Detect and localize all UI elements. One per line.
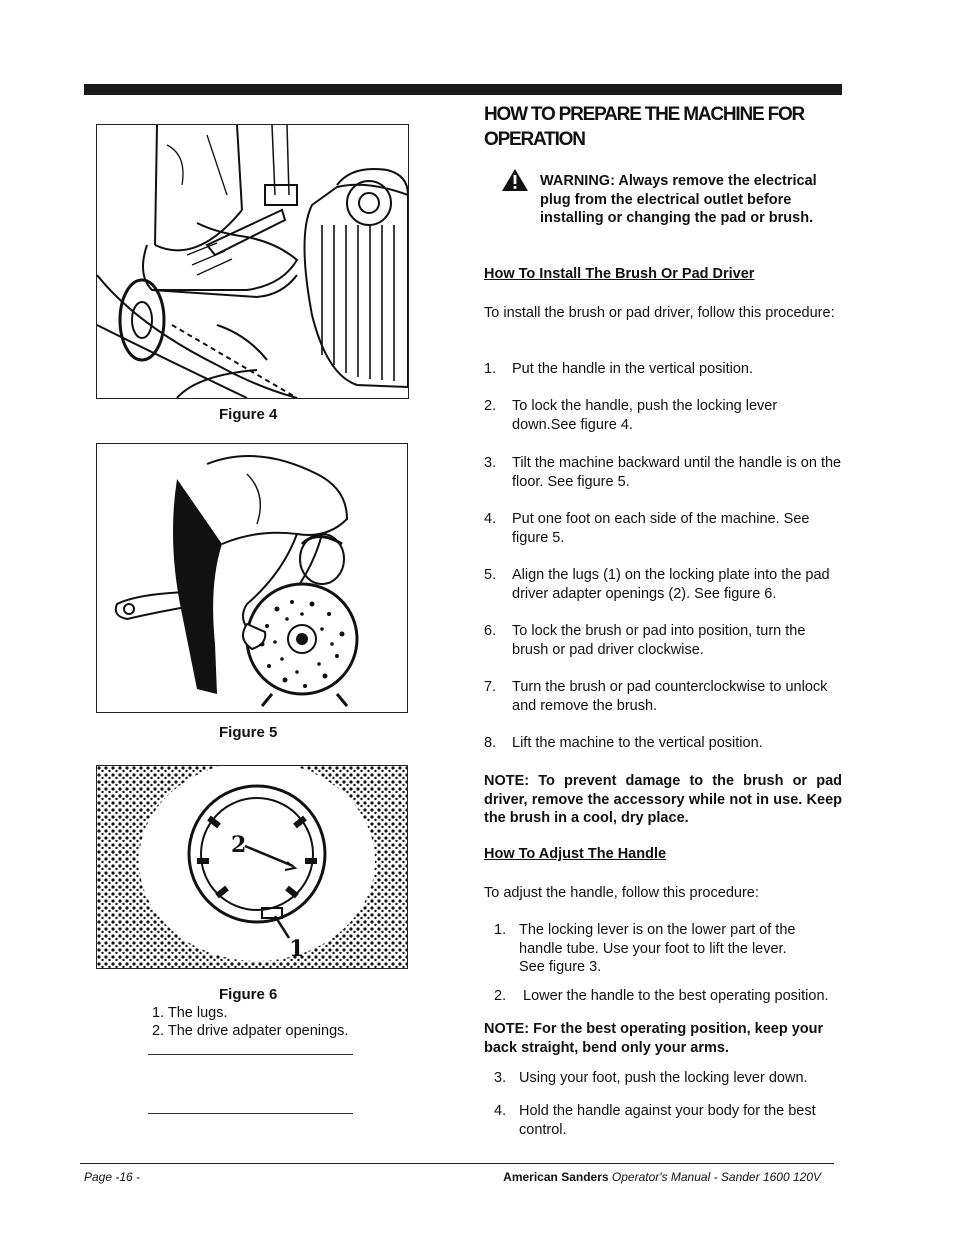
adjust-intro: To adjust the handle, follow this procedure:: [484, 885, 759, 901]
install-note: NOTE: To prevent damage to the brush or pad driver, remove the accessory while not in use. Keep the brush in a cool, dry place.: [484, 773, 842, 826]
step-number: 5.: [484, 567, 497, 583]
step-text: Align the lugs (1) on the locking plate into the pad driver adapter openings (2). See figure 6.: [512, 567, 830, 602]
operator-tilting-machine-drawing: [97, 444, 407, 712]
step-number: 1.: [494, 922, 507, 938]
step-number: 3.: [484, 455, 497, 471]
figure-6-legend-openings: 2. The drive adpater openings.: [152, 1023, 349, 1039]
figure-6-rule-2: [148, 1113, 353, 1114]
figure-6-label-two: 2: [231, 832, 247, 858]
header-rule: [84, 84, 842, 95]
install-step: [484, 566, 844, 604]
install-intro: To install the brush or pad driver, follow this procedure:: [484, 305, 835, 321]
section-title: HOW TO PREPARE THE MACHINE FOR OPERATION: [484, 104, 805, 150]
figure-4-caption: Figure 4: [219, 406, 278, 423]
footer-manual-title: [503, 1170, 821, 1184]
step-text: Lift the machine to the vertical position.: [512, 735, 763, 751]
step-text: Put the handle in the vertical position.: [512, 361, 754, 377]
figure-6-caption: Figure 6: [219, 986, 278, 1003]
step-text: To lock the handle, push the locking lever down.See figure 4.: [512, 398, 778, 433]
step-number: 8.: [484, 735, 497, 751]
step-text: Turn the brush or pad counterclockwise to unlock and remove the brush.: [512, 679, 828, 714]
step-number: 1.: [484, 361, 497, 377]
install-heading: How To Install The Brush Or Pad Driver: [484, 266, 755, 282]
install-step: [484, 678, 844, 716]
install-step: [484, 510, 844, 548]
install-step: [484, 734, 844, 753]
figure-6-label-one: 1: [289, 936, 305, 962]
step-number: 2.: [484, 398, 497, 414]
figure-6-legend-lugs: 1. The lugs.: [152, 1005, 228, 1021]
step-text: Lower the handle to the best operating position.: [519, 988, 829, 1004]
step-text: Hold the handle against your body for the best control.: [519, 1103, 816, 1138]
step-number: 4.: [494, 1103, 507, 1119]
step-number: 6.: [484, 623, 497, 639]
install-step: [484, 397, 844, 435]
step-number: 4.: [484, 511, 497, 527]
footer-rule: [80, 1163, 834, 1164]
adjust-step: [494, 987, 844, 1006]
sander-foot-lever-drawing: [97, 125, 408, 398]
locking-plate-drawing: [97, 766, 407, 968]
step-number: 7.: [484, 679, 497, 695]
step-text: Put one foot on each side of the machine. See figure 5.: [512, 511, 810, 546]
page-number: Page -16 -: [84, 1170, 141, 1184]
step-text: Using your foot, push the locking lever down.: [519, 1070, 808, 1086]
install-step: [484, 622, 844, 660]
adjust-heading: How To Adjust The Handle: [484, 846, 667, 862]
figure-6-rule-1: [148, 1054, 353, 1055]
step-number: 3.: [494, 1070, 507, 1086]
warning-text: WARNING: Always remove the electrical plug from the electrical outlet before installing or changing the pad or brush.: [540, 173, 817, 226]
step-text: To lock the brush or pad into position, turn the brush or pad driver clockwise.: [512, 623, 806, 658]
install-step: [484, 360, 844, 379]
figure-5-image: [96, 443, 408, 713]
figure-6-image: [96, 765, 408, 969]
warning-triangle-icon: [501, 168, 529, 192]
adjust-step: [494, 1069, 844, 1088]
figure-4-image: [96, 124, 409, 399]
footer-brand: American Sanders: [503, 1170, 609, 1184]
adjust-step: [494, 1102, 844, 1140]
step-text: Tilt the machine backward until the handle is on the floor. See figure 5.: [512, 455, 842, 490]
adjust-step: [494, 921, 844, 977]
footer-manual: Operator's Manual - Sander 1600 120V: [611, 1170, 821, 1184]
step-number: 2.: [494, 988, 507, 1004]
install-step: [484, 454, 844, 492]
figure-5-caption: Figure 5: [219, 724, 278, 741]
adjust-note: NOTE: For the best operating position, keep your back straight, bend only your arms.: [484, 1021, 824, 1056]
step-text: The locking lever is on the lower part of the handle tube. Use your foot to lift the lever. See figure 3.: [519, 922, 796, 975]
